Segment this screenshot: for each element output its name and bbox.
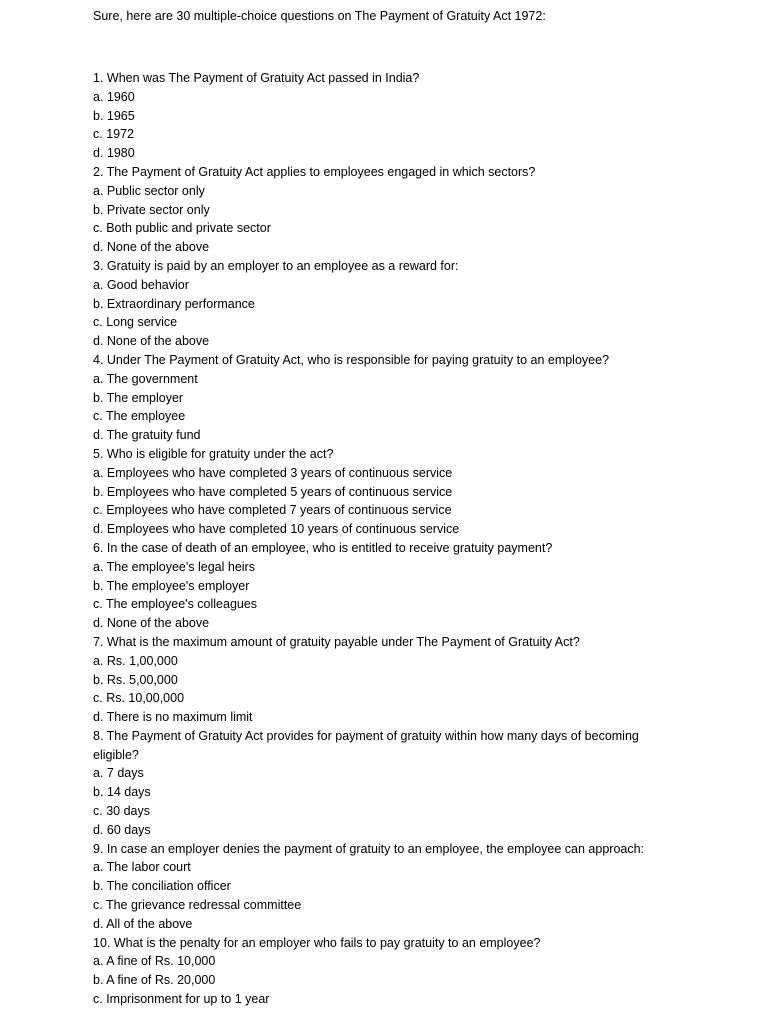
answer-option: d. All of the above [93,916,193,931]
answer-option: d. None of the above [93,334,210,349]
answer-option: b. The employer [93,390,184,405]
question-text: 1. When was The Payment of Gratuity Act passed in India? [93,71,420,85]
answer-option: b. Rs. 5,00,000 [93,672,178,687]
answer-option: b. The conciliation officer [93,879,231,894]
question-text: 2. The Payment of Gratuity Act applies to employees engaged in which sectors? [93,164,536,179]
answer-option: c. Long service [93,315,178,330]
answer-option: c. 1972 [93,127,135,142]
question-text: 7. What is the maximum amount of gratuity payable under The Payment of Gratuity Act? [93,634,580,649]
answer-option: b. 14 days [93,785,151,800]
answer-option: c. Imprisonment for up to 1 year [93,992,270,1007]
answer-option: b. A fine of Rs. 20,000 [93,973,216,988]
answer-option: d. There is no maximum limit [93,710,253,725]
answer-option: a. 1960 [93,89,135,104]
question-text: 3. Gratuity is paid by an employer to an employee as a reward for: [93,258,459,273]
question-text: 4. Under The Payment of Gratuity Act, who is responsible for paying gratuity to an employee? [93,352,610,367]
answer-option: d. Employees who have completed 10 years of continuous service [93,522,460,537]
answer-option: b. Private sector only [93,202,210,217]
intro-text: Sure, here are 30 multiple-choice questions on The Payment of Gratuity Act 1972: [93,9,546,23]
question-text: 8. The Payment of Gratuity Act provides for payment of gratuity within how many days of becoming eligible? [93,728,639,762]
answer-option: d. 1980 [93,146,135,161]
answer-option: c. The grievance redressal committee [93,898,302,913]
answer-option: c. The employee's colleagues [93,597,258,612]
answer-option: b. The employee's employer [93,578,250,593]
question-text: 6. In the case of death of an employee, who is entitled to receive gratuity payment? [93,540,553,555]
answer-option: b. Employees who have completed 5 years of continuous service [93,484,453,499]
answer-option: d. The gratuity fund [93,428,201,443]
answer-option: c. 30 days [93,804,150,819]
question-text: 10. What is the penalty for an employer who fails to pay gratuity to an employee? [93,935,541,950]
question-text: 9. In case an employer denies the payment of gratuity to an employee, the employee can approach: [93,841,645,856]
answer-option: a. The labor court [93,860,191,875]
answer-option: a. Good behavior [93,277,189,292]
answer-option: b. 1965 [93,108,135,123]
answer-option: c. Both public and private sector [93,221,271,236]
answer-option: b. Extraordinary performance [93,296,255,311]
answer-option: a. The employee's legal heirs [93,559,255,574]
answer-option: a. Public sector only [93,183,205,198]
answer-option: a. Rs. 1,00,000 [93,653,178,668]
answer-option: a. A fine of Rs. 10,000 [93,954,216,969]
question-list [93,69,683,1009]
answer-option: c. The employee [93,409,186,424]
answer-option: d. 60 days [93,822,151,837]
answer-option: a. The government [93,371,198,386]
answer-option: d. None of the above [93,240,210,255]
answer-option: c. Rs. 10,00,000 [93,691,185,706]
question-text: 5. Who is eligible for gratuity under the act? [93,446,334,461]
answer-option: a. 7 days [93,766,144,781]
answer-option: a. Employees who have completed 3 years of continuous service [93,465,453,480]
answer-option: c. Employees who have completed 7 years of continuous service [93,503,452,518]
answer-option: d. None of the above [93,616,210,631]
